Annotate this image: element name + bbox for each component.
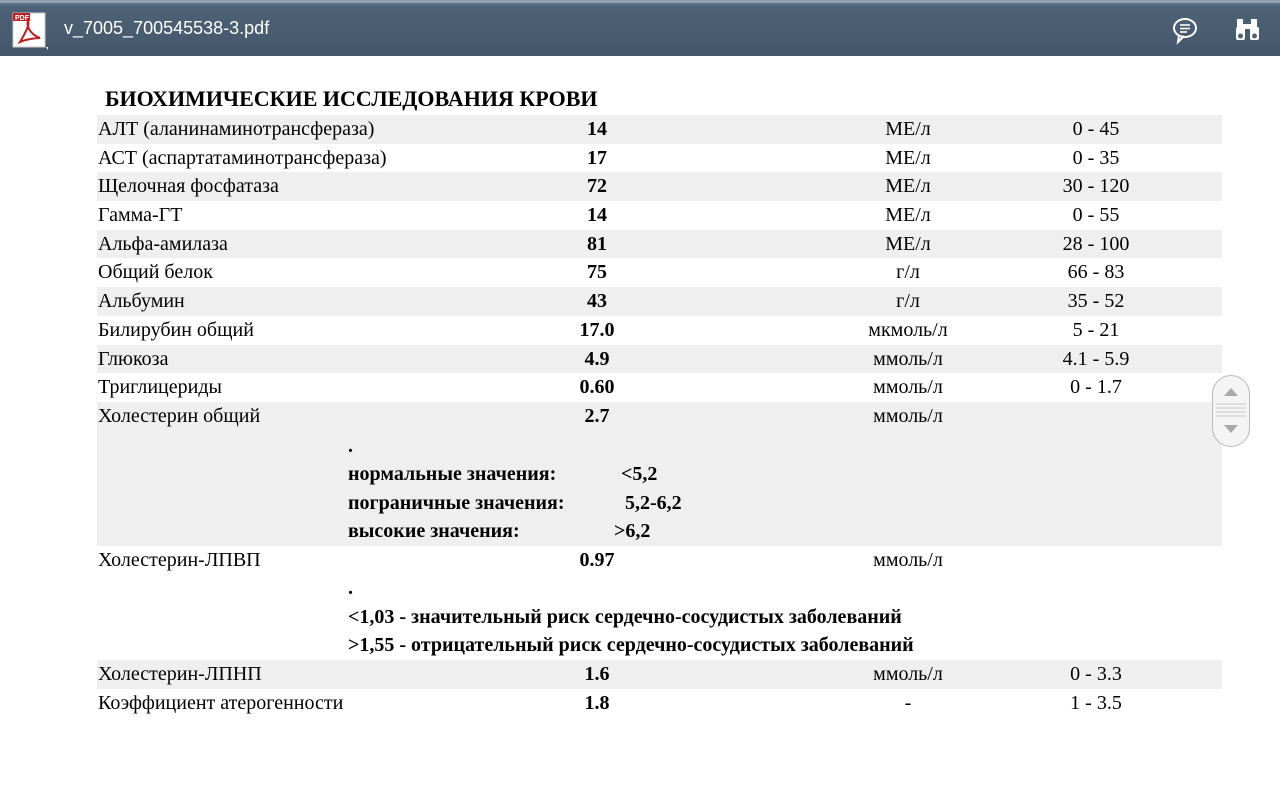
note-value: 5,2-6,2 bbox=[625, 491, 682, 514]
note-text: >1,55 - отрицательный риск сердечно-сосудистых заболеваний bbox=[348, 634, 914, 657]
note-line bbox=[97, 631, 1222, 660]
scroll-up-icon[interactable] bbox=[1221, 385, 1241, 399]
table-row: АЛТ (аланинаминотрансфераза) 14 МЕ/л 0 - 45 bbox=[97, 115, 1222, 144]
test-name: АЛТ (аланинаминотрансфераза) bbox=[98, 118, 375, 140]
top-toolbar bbox=[0, 0, 1280, 56]
cholesterol-note bbox=[97, 431, 1222, 546]
pdf-file-icon[interactable] bbox=[12, 12, 48, 50]
note-value: <5,2 bbox=[621, 462, 658, 485]
table-row: АСТ (аспартатаминотрансфераза) 17 МЕ/л 0 - 35 bbox=[98, 146, 1120, 169]
page-scroller[interactable] bbox=[1212, 375, 1250, 447]
note-label: нормальные значения: bbox=[348, 462, 557, 485]
test-name: Холестерин-ЛПНП bbox=[98, 663, 262, 686]
table-row: Билирубин общий 17.0 мкмоль/л 5 - 21 bbox=[98, 318, 1120, 341]
note-bullet: . bbox=[348, 434, 353, 457]
test-name: Холестерин-ЛПВП bbox=[98, 548, 261, 571]
note-line bbox=[97, 460, 1222, 489]
test-name: Глюкоза bbox=[98, 347, 169, 370]
note-line bbox=[97, 603, 1222, 632]
test-name: Альфа-амилаза bbox=[98, 232, 228, 255]
table-row: Гамма-ГТ 14 МЕ/л 0 - 55 bbox=[98, 204, 1120, 227]
table-row: Триглицериды 0.60 ммоль/л 0 - 1.7 bbox=[98, 376, 1122, 399]
table-row: Глюкоза 4.9 ммоль/л 4.1 - 5.9 bbox=[97, 345, 1222, 374]
test-name: Общий белок bbox=[98, 261, 213, 284]
table-row: Щелочная фосфатаза 72 МЕ/л 30 - 120 bbox=[97, 172, 1222, 201]
test-name: Гамма-ГТ bbox=[98, 204, 183, 227]
test-name: Триглицериды bbox=[98, 376, 222, 399]
test-name: Коэффициент атерогенности bbox=[98, 691, 344, 714]
test-name: Щелочная фосфатаза bbox=[98, 175, 279, 198]
scroll-grip[interactable] bbox=[1216, 402, 1246, 418]
note-bullet: . bbox=[348, 577, 353, 600]
results-table bbox=[97, 115, 1222, 718]
table-row: Холестерин-ЛПВП 0.97 ммоль/л bbox=[98, 548, 943, 571]
note-value: >6,2 bbox=[614, 519, 651, 542]
table-row: Альбумин 43 г/л 35 - 52 bbox=[97, 287, 1222, 316]
note-label: высокие значения: bbox=[348, 519, 520, 542]
note-line bbox=[97, 517, 1222, 546]
table-row: Коэффициент атерогенности 1.8 - 1 - 3.5 bbox=[98, 691, 1122, 714]
binoculars-icon[interactable] bbox=[1233, 15, 1263, 45]
hdl-note bbox=[97, 574, 1222, 660]
test-name: Холестерин общий bbox=[98, 404, 261, 427]
scroll-down-icon[interactable] bbox=[1221, 422, 1241, 436]
note-label: пограничные значения: bbox=[348, 491, 565, 514]
table-row: Общий белок 75 г/л 66 - 83 bbox=[98, 261, 1125, 284]
note-line bbox=[97, 489, 1222, 518]
test-name: Альбумин bbox=[98, 290, 185, 313]
table-row: Холестерин-ЛПНП 1.6 ммоль/л 0 - 3.3 bbox=[97, 660, 1222, 689]
svg-text:PDF: PDF bbox=[15, 15, 29, 22]
document-title: v_7005_700545538-3.pdf bbox=[64, 18, 270, 38]
table-row: Холестерин общий 2.7 ммоль/л bbox=[97, 402, 1222, 431]
note-text: <1,03 - значительный риск сердечно-сосудистых заболеваний bbox=[348, 606, 902, 629]
table-row: Альфа-амилаза 81 МЕ/л 28 - 100 bbox=[97, 230, 1222, 259]
test-name: Билирубин общий bbox=[98, 318, 254, 341]
report-title: БИОХИМИЧЕСКИЕ ИССЛЕДОВАНИЯ КРОВИ bbox=[105, 86, 598, 111]
test-name: АСТ (аспартатаминотрансфераза) bbox=[98, 146, 387, 169]
comments-icon[interactable] bbox=[1170, 15, 1200, 45]
